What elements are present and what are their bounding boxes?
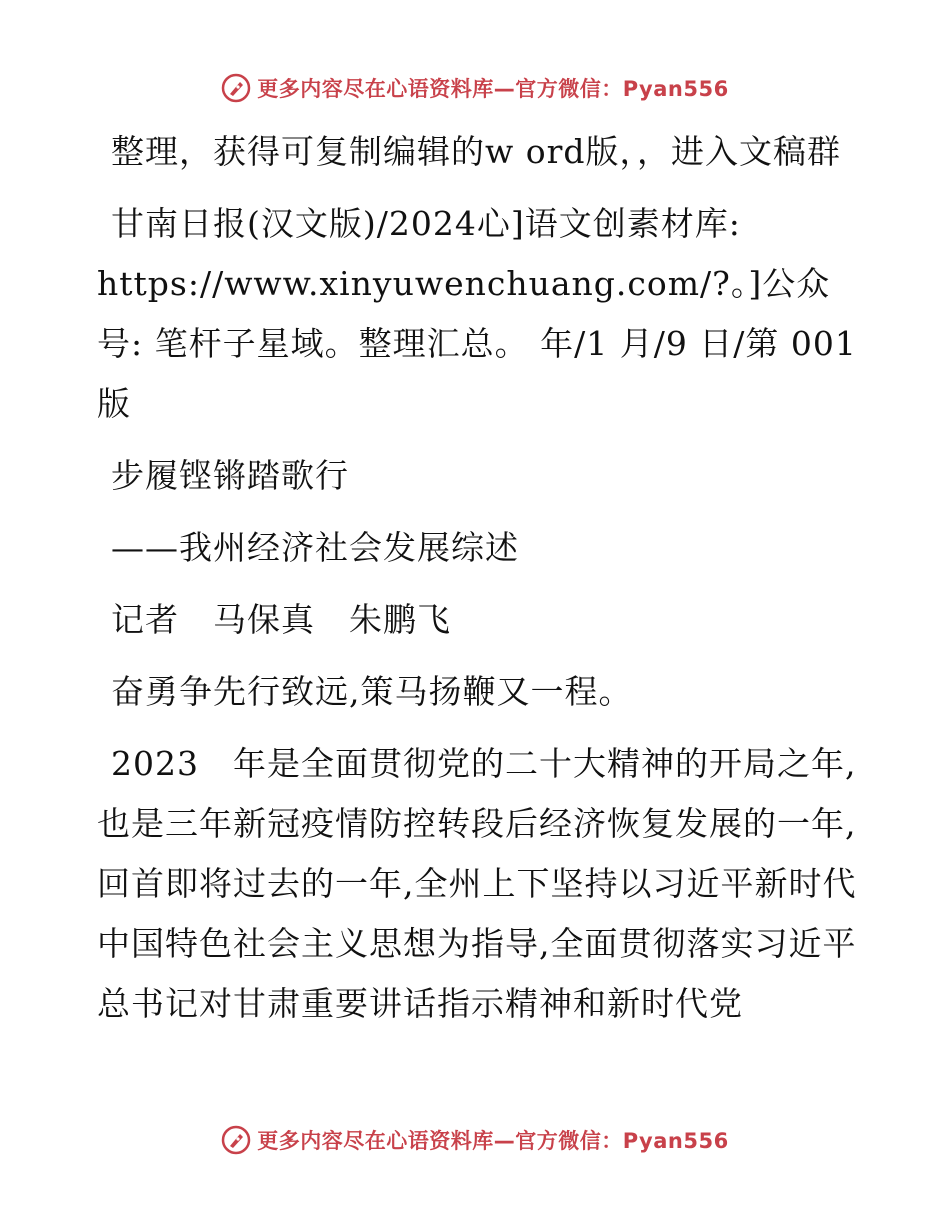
footer-watermark xyxy=(0,1120,950,1160)
article-title: 步履铿锵踏歌行 xyxy=(111,456,349,495)
paragraph-lead: 奋勇争先行致远,策马扬鞭又一程。 xyxy=(111,672,633,711)
watermark-text: 更多内容尽在心语资料库—官方微信：Pyan556 xyxy=(257,1129,729,1153)
article-subtitle: ——我州经济社会发展综述 xyxy=(111,528,519,567)
pen-nib-logo-icon xyxy=(221,73,251,103)
paragraph-intro: 整理，获得可复制编辑的w ord版，，进入文稿群 xyxy=(111,132,842,171)
header-watermark xyxy=(0,68,950,108)
pen-nib-logo-icon xyxy=(221,1125,251,1155)
paragraph-body: 2023 年是全面贯彻党的二十大精神的开局之年,也是三年新冠疫情防控转段后经济恢复发展的一年,回首即将过去的一年,全州上下坚持以习近平新时代中国特色社会主义思想为指导,全面贯彻落实习近平总书记对甘肃重要讲话指示精神和新时代党 xyxy=(97,744,857,1023)
document-body xyxy=(97,122,857,1046)
watermark-text: 更多内容尽在心语资料库—官方微信：Pyan556 xyxy=(257,77,729,101)
article-byline: 记者 马保真 朱鹏飞 xyxy=(111,600,451,639)
paragraph-source: 甘南日报(汉文版)/2024心]语文创素材库: https://www.xinyuwenchuang.com/?。]公众号: 笔杆子星域。整理汇总。 年/1 月/9 日/第 001 版 xyxy=(97,204,857,423)
